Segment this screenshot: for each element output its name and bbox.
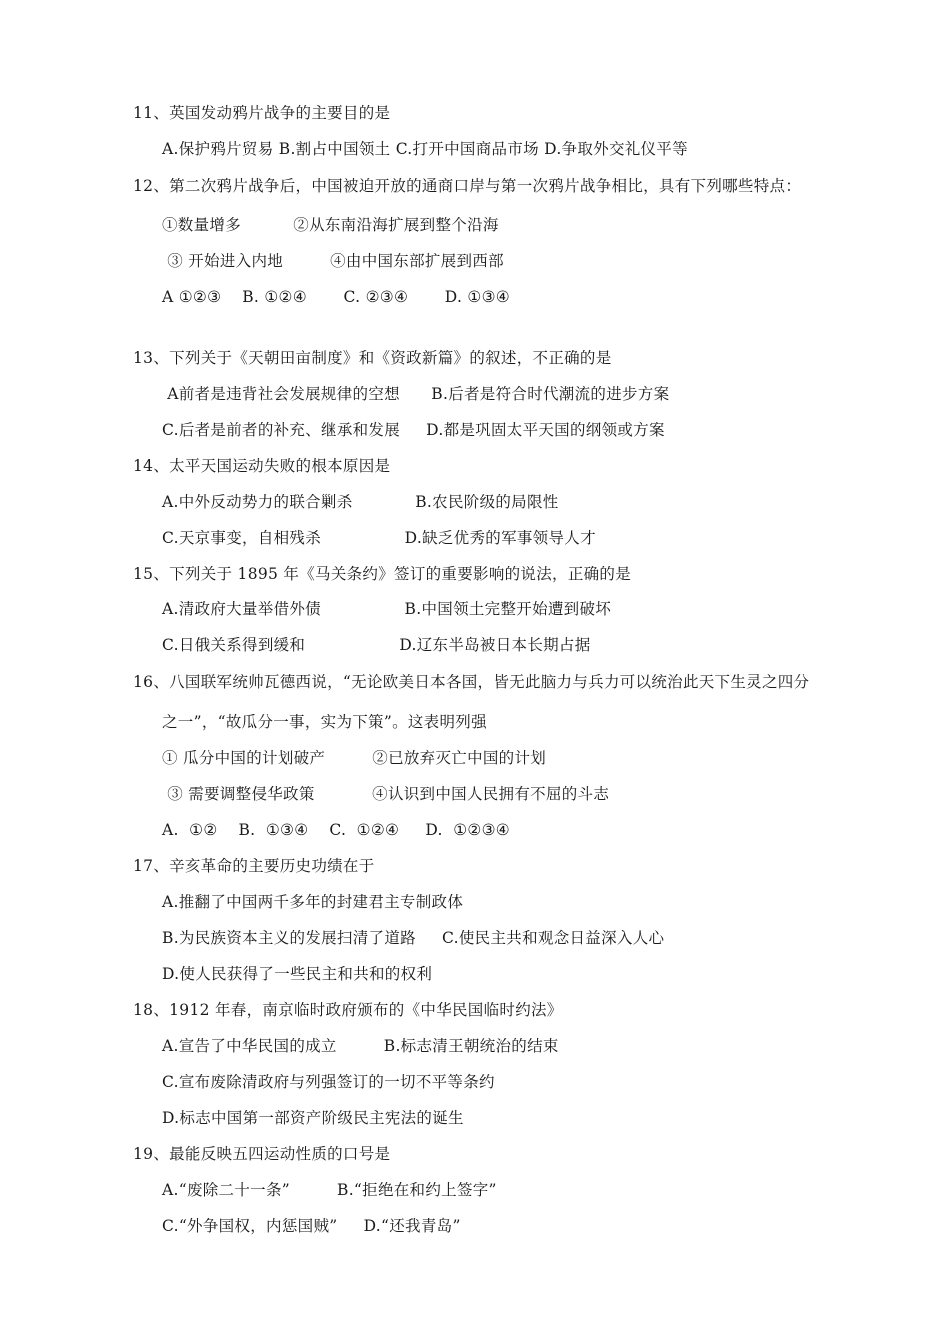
question-17-option-a: A.推翻了中国两千多年的封建君主专制政体 xyxy=(162,893,464,911)
question-18-option-d: D.标志中国第一部资产阶级民主宪法的诞生 xyxy=(162,1109,464,1127)
question-19-options-line-2: C.“外争国权，内惩国贼” D.“还我青岛” xyxy=(162,1217,461,1235)
question-13-options-line-1: A前者是违背社会发展规律的空想 B.后者是符合时代潮流的进步方案 xyxy=(162,385,670,403)
question-19-stem: 19、最能反映五四运动性质的口号是 xyxy=(133,1145,391,1163)
question-15-options-line-1: A.清政府大量举借外债 B.中国领土完整开始遭到破坏 xyxy=(162,600,612,618)
question-14-options-line-2: C.天京事变，自相残杀 D.缺乏优秀的军事领导人才 xyxy=(162,529,596,547)
question-17-options-b-c: B.为民族资本主义的发展扫清了道路 C.使民主共和观念日益深入人心 xyxy=(162,929,665,947)
question-17-option-d: D.使人民获得了一些民主和共和的权利 xyxy=(162,965,433,983)
question-12-options: A ①②③ B. ①②④ C. ②③④ D. ①③④ xyxy=(162,288,510,306)
question-12-statements-line-2: ③ 开始进入内地 ④由中国东部扩展到西部 xyxy=(162,252,504,270)
question-11-stem: 11、英国发动鸦片战争的主要目的是 xyxy=(133,104,391,122)
question-18-option-c: C.宣布废除清政府与列强签订的一切不平等条约 xyxy=(162,1073,495,1091)
question-18-stem: 18、1912 年春，南京临时政府颁布的《中华民国临时约法》 xyxy=(133,1001,563,1019)
question-13-stem: 13、下列关于《天朝田亩制度》和《资政新篇》的叙述，不正确的是 xyxy=(133,349,612,367)
question-16-options: A. ①② B. ①③④ C. ①②④ D. ①②③④ xyxy=(162,821,510,839)
question-11-options: A.保护鸦片贸易 B.割占中国领土 C.打开中国商品市场 D.争取外交礼仪平等 xyxy=(162,140,688,158)
question-12-stem: 12、第二次鸦片战争后，中国被迫开放的通商口岸与第一次鸦片战争相比，具有下列哪些特点： xyxy=(133,177,802,195)
question-15-options-line-2: C.日俄关系得到缓和 D.辽东半岛被日本长期占据 xyxy=(162,636,591,654)
question-16-statements-line-2: ③ 需要调整侵华政策 ④认识到中国人民拥有不屈的斗志 xyxy=(162,785,610,803)
question-14-options-line-1: A.中外反动势力的联合剿杀 B.农民阶级的局限性 xyxy=(162,493,559,511)
question-19-options-line-1: A.“废除二十一条” B.“拒绝在和约上签字” xyxy=(162,1181,497,1199)
question-12-statements-line-1: ①数量增多 ②从东南沿海扩展到整个沿海 xyxy=(162,216,499,234)
question-14-stem: 14、太平天国运动失败的根本原因是 xyxy=(133,457,391,475)
question-17-stem: 17、辛亥革命的主要历史功绩在于 xyxy=(133,857,375,875)
question-16-statements-line-1: ① 瓜分中国的计划破产 ②已放弃灭亡中国的计划 xyxy=(162,749,547,767)
question-16-stem-continued: 之一”，“故瓜分一事，实为下策”。这表明列强 xyxy=(162,713,487,731)
question-16-stem: 16、八国联军统帅瓦德西说，“无论欧美日本各国，皆无此脑力与兵力可以统治此天下生灵之四分 xyxy=(133,673,810,691)
question-18-options-a-b: A.宣告了中华民国的成立 B.标志清王朝统治的结束 xyxy=(162,1037,559,1055)
question-15-stem: 15、下列关于 1895 年《马关条约》签订的重要影响的说法，正确的是 xyxy=(133,565,632,583)
question-13-options-line-2: C.后者是前者的补充、继承和发展 D.都是巩固太平天国的纲领或方案 xyxy=(162,421,665,439)
